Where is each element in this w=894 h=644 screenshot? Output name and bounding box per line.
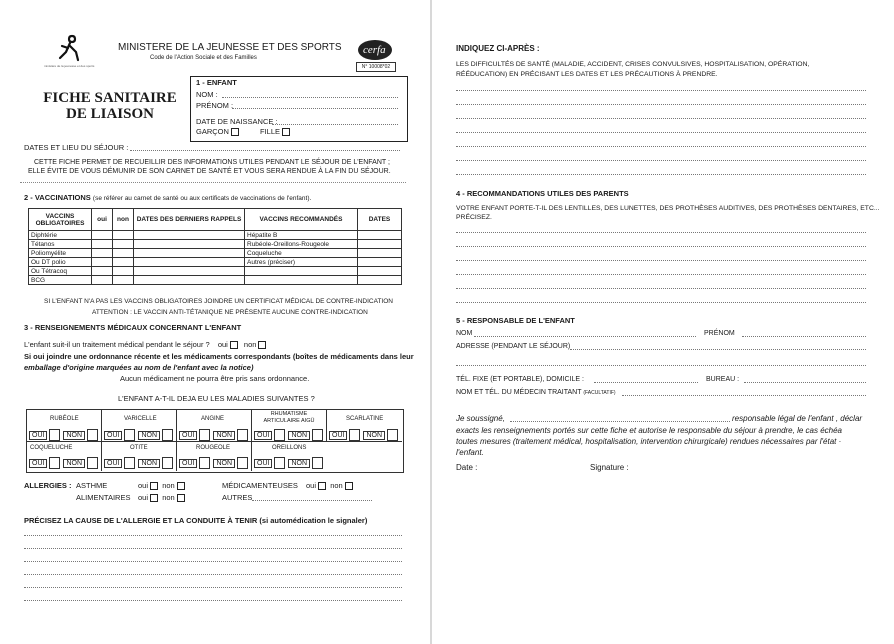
maladie-otite: OTITE: [130, 445, 148, 451]
alimentaires-options[interactable]: oui non: [138, 493, 185, 502]
difficultes-line-1: LES DIFFICULTÉS DE SANTÉ (MALADIE, ACCIDENT, CRISES CONVULSIVES, HOSPITALISATION, OPÉRATION,: [456, 61, 810, 68]
maladie-varicelle: VARICELLE: [124, 416, 157, 422]
table-row: Ou DT polio Autres (préciser): [29, 258, 402, 267]
allergy-line[interactable]: [24, 548, 402, 549]
tel-fixe-field[interactable]: [594, 382, 698, 383]
allergy-line[interactable]: [24, 574, 402, 575]
resp-prenom-label: PRÉNOM: [704, 330, 735, 337]
recommandations-line[interactable]: [456, 288, 866, 289]
soussigne-line-2: exacts les renseignements portés sur cette fiche et autorise le responsable du séjour à prendre, le cas échéa: [456, 426, 842, 435]
oui-non-coqueluche[interactable]: OUI NON: [29, 457, 101, 469]
col-oui-header: oui: [92, 209, 113, 231]
resp-prenom-field[interactable]: [742, 336, 866, 337]
maladie-rougeole: ROUGEOLE: [196, 445, 231, 451]
right-page: [434, 0, 894, 644]
oui-non-angine[interactable]: OUI NON: [179, 429, 251, 441]
soussigne-line-4: l'enfant.: [456, 448, 484, 457]
allergy-line[interactable]: [24, 535, 402, 536]
recommandations-heading: 4 - RECOMMANDATIONS UTILES DES PARENTS: [456, 189, 629, 198]
vaccination-table: [28, 208, 402, 285]
recommandations-line[interactable]: [456, 246, 866, 247]
oui-non-rhumatisme[interactable]: OUI NON: [254, 429, 326, 441]
naissance-label: DATE DE NAISSANCE :: [196, 117, 278, 126]
cerfa-logo: cerfa: [358, 40, 392, 60]
col-dates-header: DATES DES DERNIERS RAPPELS: [134, 209, 245, 231]
bureau-label: BUREAU :: [706, 376, 740, 383]
difficultes-line[interactable]: [456, 118, 866, 119]
vaccinations-heading: 2 - VACCINATIONS (se référer au carnet de santé ou aux certificats de vaccinations de l'enfant).: [24, 193, 312, 202]
oui-non-varicelle[interactable]: OUI NON: [104, 429, 176, 441]
resp-nom-label: NOM: [456, 330, 473, 337]
medicamenteuses-label: MÉDICAMENTEUSES: [222, 481, 298, 490]
adresse-label: ADRESSE (PENDANT LE SÉJOUR): [456, 343, 571, 350]
ordonnance-line-1: Si oui joindre une ordonnance récente et les médicaments correspondants (boîtes de médicaments dans leur: [24, 352, 414, 361]
maladie-rhumatisme: RHUMATISME ARTICULAIRE AIGÜ: [263, 411, 315, 424]
ordonnance-line-3: Aucun médicament ne pourra être pris sans ordonnance.: [120, 374, 310, 383]
date-label: Date :: [456, 463, 478, 472]
table-row: BCG: [29, 276, 402, 285]
oui-non-oreillons[interactable]: OUI NON: [254, 457, 326, 469]
prenom-label: PRÉNOM :: [196, 101, 234, 110]
prenom-field[interactable]: [232, 108, 398, 109]
ministry-logo-icon: [56, 34, 86, 64]
table-row: Tétanos Rubéole-Oreillons-Rougeole: [29, 240, 402, 249]
nom-label: NOM :: [196, 90, 218, 99]
maladie-angine: ANGINE: [201, 416, 225, 422]
oui-non-otite[interactable]: OUI NON: [104, 457, 176, 469]
oui-non-scarlatine[interactable]: OUI NON: [329, 429, 401, 441]
signature-field[interactable]: [634, 474, 834, 498]
sejour-label: DATES ET LIEU DU SÉJOUR :: [24, 143, 129, 152]
allergy-line[interactable]: [24, 587, 402, 588]
naissance-field[interactable]: [272, 124, 398, 125]
soussigne-line-1b: responsable légal de l'enfant , déclar: [732, 414, 863, 423]
difficultes-line[interactable]: [456, 90, 866, 91]
recommandations-line-1: VOTRE ENFANT PORTE-T-IL DES LENTILLES, DES LUNETTES, DES PROTHÈSES AUDITIVES, DES PROTHÈSES DENTAIRES, ETC...: [456, 205, 880, 212]
table-row: Ou Tétracoq: [29, 267, 402, 276]
responsable-heading: 5 - RESPONSABLE DE L'ENFANT: [456, 316, 575, 325]
soussigne-line-1a: Je soussigné,: [456, 414, 505, 423]
recommandations-line[interactable]: [456, 260, 866, 261]
vaccine-footnote-1: SI L'ENFANT N'A PAS LES VACCINS OBLIGATOIRES JOINDRE UN CERTIFICAT MÉDICAL DE CONTRE-INDICATION: [44, 298, 393, 305]
recommandations-line[interactable]: [456, 274, 866, 275]
table-row: Diphtérie Hépatite B: [29, 231, 402, 240]
logo-caption: ministère de la jeunesse et des sports: [44, 64, 95, 68]
table-row: Poliomyélite Coqueluche: [29, 249, 402, 258]
soussigne-line-3: toutes mesures (traitement médical, hospitalisation, intervention chirurgicale) rendues nécessaires par l'état ·: [456, 437, 842, 446]
col-dates2-header: DATES: [358, 209, 402, 231]
allergy-line[interactable]: [24, 561, 402, 562]
asthme-options[interactable]: oui non: [138, 481, 185, 490]
page-fold: [430, 0, 432, 644]
allergies-label: ALLERGIES :: [24, 481, 72, 490]
recommandations-line-2: PRÉCISEZ.: [456, 214, 492, 221]
oui-non-rubeole[interactable]: OUI NON: [29, 429, 101, 441]
resp-nom-field[interactable]: [474, 336, 696, 337]
indiquez-label: INDIQUEZ CI-APRÈS :: [456, 44, 540, 53]
traitement-non[interactable]: non: [244, 340, 267, 349]
col-non-header: non: [113, 209, 134, 231]
medecin-label: NOM ET TÉL. DU MÉDECIN TRAITANT (FACULTATIF): [456, 389, 616, 396]
medicamenteuses-options[interactable]: oui non: [306, 481, 353, 490]
intro-line-1: CETTE FICHE PERMET DE RECUEILLIR DES INFORMATIONS UTILES PENDANT LE SÉJOUR DE L'ENFANT ;: [34, 159, 390, 166]
intro-line-2: ELLE ÉVITE DE VOUS DÉMUNIR DE SON CARNET DE SANTÉ ET VOUS SERA RENDUE À LA FIN DU SÉJOUR.: [28, 168, 391, 175]
maladie-scarlatine: SCARLATINE: [346, 416, 384, 422]
recommandations-line[interactable]: [456, 302, 866, 303]
difficultes-line[interactable]: [456, 160, 866, 161]
precisez-label: PRÉCISEZ LA CAUSE DE L'ALLERGIE ET LA CONDUITE À TENIR (si automédication le signaler): [24, 516, 368, 525]
vaccine-footnote-2: ATTENTION : LE VACCIN ANTI-TÉTANIQUE NE PRÉSENTE AUCUNE CONTRE-INDICATION: [92, 309, 368, 316]
adresse-field[interactable]: [570, 349, 866, 350]
difficultes-line-2: RÉÉDUCATION) EN PRÉCISANT LES DATES ET LES PRÉCAUTIONS À PRENDRE.: [456, 71, 718, 78]
signature-label: Signature :: [590, 463, 629, 472]
difficultes-line[interactable]: [456, 104, 866, 105]
left-page: [0, 0, 430, 644]
traitement-oui[interactable]: oui: [218, 340, 238, 349]
autres-label: AUTRES: [222, 493, 253, 502]
asthme-label: ASTHME: [76, 481, 108, 490]
page-title: FICHE SANITAIRE DE LIAISON: [43, 90, 177, 122]
col-oblig-header: VACCINS OBLIGATOIRES: [29, 209, 92, 231]
adresse-field-2[interactable]: [456, 365, 866, 366]
col-recom-header: VACCINS RECOMMANDÉS: [245, 209, 358, 231]
maladie-coqueluche: COQUELUCHE: [30, 445, 73, 451]
garcon-checkbox[interactable]: [231, 128, 239, 136]
bureau-field[interactable]: [744, 382, 866, 383]
difficultes-line[interactable]: [456, 146, 866, 147]
sejour-field[interactable]: [130, 150, 400, 151]
fille-option[interactable]: FILLE: [260, 127, 290, 136]
allergy-line[interactable]: [24, 600, 402, 601]
maladie-oreillons: OREILLONS: [272, 445, 307, 451]
recommandations-line[interactable]: [456, 232, 866, 233]
oui-non-rougeole[interactable]: OUI NON: [179, 457, 251, 469]
enfant-heading: 1 - ENFANT: [196, 78, 237, 87]
medical-heading: 3 - RENSEIGNEMENTS MÉDICAUX CONCERNANT L'ENFANT: [24, 323, 242, 332]
tel-fixe-label: TÉL. FIXE (ET PORTABLE), DOMICILE :: [456, 376, 584, 383]
traitement-question: L'enfant suit-il un traitement médical pendant le séjour ? oui non: [24, 340, 266, 349]
cerfa-number: N° 10008*02: [356, 62, 396, 72]
medecin-field[interactable]: [622, 395, 866, 396]
maladie-rubeole: RUBÉOLE: [50, 416, 79, 422]
garcon-option[interactable]: GARÇON: [196, 127, 239, 136]
code-label: Code de l'Action Sociale et des Familles: [150, 55, 257, 61]
autres-field[interactable]: [252, 500, 372, 501]
nom-field[interactable]: [222, 97, 398, 98]
soussigne-name-field[interactable]: [510, 421, 730, 422]
maladies-title: L'ENFANT A-T-IL DEJA EU LES MALADIES SUIVANTES ?: [118, 394, 315, 403]
ministry-name: MINISTERE DE LA JEUNESSE ET DES SPORTS: [118, 42, 342, 53]
difficultes-line[interactable]: [456, 132, 866, 133]
difficultes-line[interactable]: [456, 174, 866, 175]
ordonnance-line-2: emballage d'origine marquées au nom de l'enfant avec la notice): [24, 363, 254, 372]
fille-checkbox[interactable]: [282, 128, 290, 136]
alimentaires-label: ALIMENTAIRES: [76, 493, 131, 502]
